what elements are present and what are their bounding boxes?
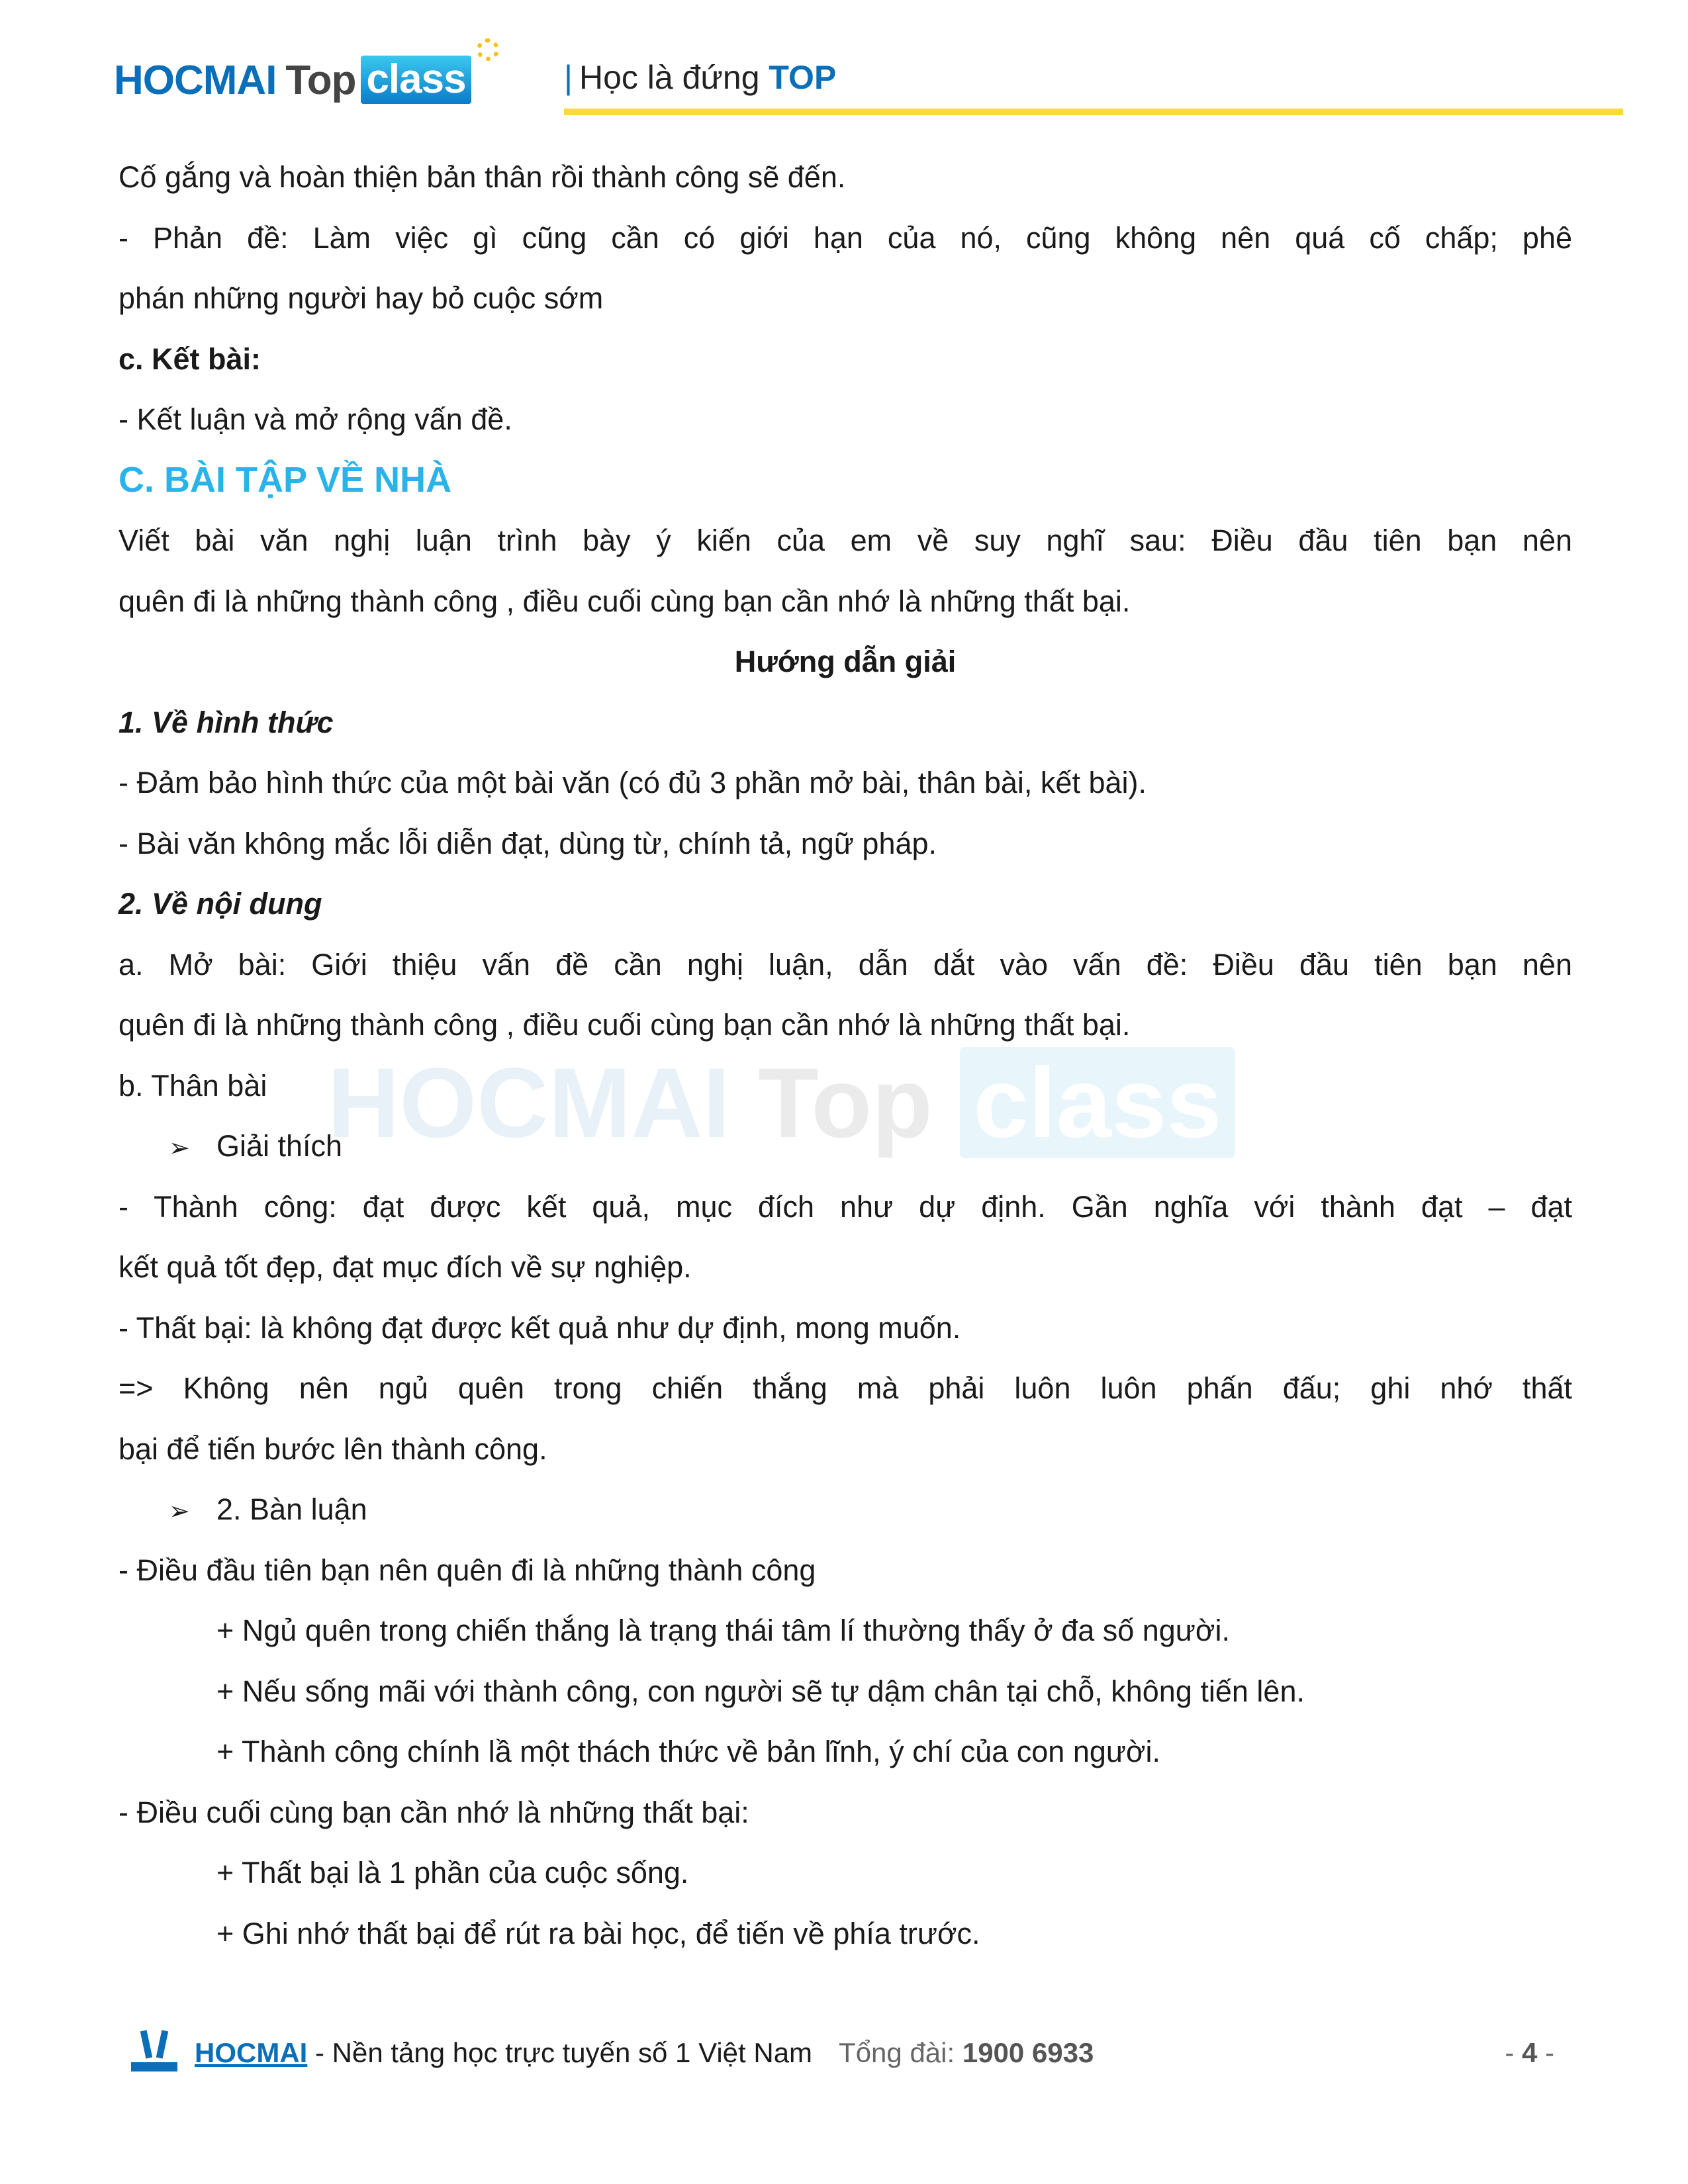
guide-heading: Hướng dẫn giải bbox=[734, 645, 957, 678]
logo-class: class bbox=[361, 56, 471, 104]
footer-text bbox=[195, 2037, 1094, 2069]
text-line: - Thất bại: là không đạt được kết quả như dự định, mong muốn. bbox=[118, 1310, 961, 1345]
bullet-text: Giải thích bbox=[216, 1129, 343, 1163]
text-line: - Bài văn không mắc lỗi diễn đạt, dùng từ, chính tả, ngữ pháp. bbox=[118, 826, 937, 860]
footer-tagline: - Nền tảng học trực tuyến số 1 Việt Nam bbox=[307, 2037, 813, 2068]
page-header bbox=[114, 41, 1511, 120]
text-line: - Thành công: đạt được kết quả, mục đích như dự định. Gần nghĩa với thành đạt – đạt bbox=[118, 1189, 1572, 1224]
arrow-bullet-icon: ➢ bbox=[169, 1498, 190, 1525]
slogan-top: TOP bbox=[769, 59, 837, 96]
logo-hocmai: HOCMAI bbox=[114, 58, 277, 103]
hotline: Tổng đài: 1900 6933 bbox=[839, 2037, 1094, 2068]
bullet-item bbox=[118, 1116, 1572, 1177]
page-number: - 4 - bbox=[1505, 2037, 1554, 2068]
slogan bbox=[564, 58, 836, 97]
hocmai-topclass-logo bbox=[114, 56, 471, 104]
text-line: - Đảm bảo hình thức của một bài văn (có đủ 3 phần mở bài, thân bài, kết bài). bbox=[118, 766, 1147, 799]
text-line: + Ngủ quên trong chiến thắng là trạng thái tâm lí thường thấy ở đa số người. bbox=[216, 1614, 1230, 1647]
subheading: 1. Về hình thức bbox=[118, 705, 334, 739]
text-line: bại để tiến bước lên thành công. bbox=[118, 1432, 547, 1466]
text-line: - Phản đề: Làm việc gì cũng cần có giới hạn của nó, cũng không nên quá cố chấp; phê bbox=[118, 220, 1572, 255]
document-body bbox=[118, 147, 1572, 1964]
text-line: kết quả tốt đẹp, đạt mục đích về sự nghiệp. bbox=[118, 1250, 692, 1284]
text-line: Viết bài văn nghị luận trình bày ý kiến của em về suy nghĩ sau: Điều đầu tiên bạn nên bbox=[118, 523, 1572, 557]
slogan-text: Học là đứng bbox=[579, 59, 760, 96]
hocmai-people-icon bbox=[131, 2025, 177, 2071]
hocmai-link[interactable]: HOCMAI bbox=[195, 2037, 308, 2068]
gear-icon bbox=[477, 38, 499, 61]
text-line: + Thành công chính lầ một thách thức về bản lĩnh, ý chí của con người. bbox=[216, 1735, 1161, 1768]
text-line: => Không nên ngủ quên trong chiến thắng mà phải luôn luôn phấn đấu; ghi nhớ thất bbox=[118, 1371, 1572, 1405]
bullet-item bbox=[118, 1479, 1572, 1540]
text-line: + Ghi nhớ thất bại để rút ra bài học, để tiến về phía trước. bbox=[216, 1916, 980, 1950]
header-underline bbox=[564, 109, 1623, 115]
text-line: Cố gắng và hoàn thiện bản thân rồi thành công sẽ đến. bbox=[118, 160, 846, 194]
text-line: + Nếu sống mãi với thành công, con người sẽ tự dậm chân tại chỗ, không tiến lên. bbox=[216, 1674, 1305, 1708]
watermark-logo: HOCMAI Top class bbox=[328, 1046, 1235, 1160]
bullet-text: 2. Bàn luận bbox=[216, 1492, 367, 1526]
text-line: - Điều đầu tiên bạn nên quên đi là những thành công bbox=[118, 1553, 816, 1587]
text-line: - Kết luận và mở rộng vấn đề. bbox=[118, 402, 512, 436]
page-footer bbox=[131, 2025, 1554, 2078]
text-line: quên đi là những thành công , điều cuối cùng bạn cần nhớ là những thất bại. bbox=[118, 584, 1131, 618]
text-line: a. Mở bài: Giới thiệu vấn đề cần nghị luận, dẫn dắt vào vấn đề: Điều đầu tiên bạn nên bbox=[118, 947, 1572, 981]
section-heading: c. Kết bài: bbox=[118, 341, 261, 376]
text-line: + Thất bại là 1 phần của cuộc sống. bbox=[216, 1856, 689, 1889]
text-line: quên đi là những thành công , điều cuối cùng bạn cần nhớ là những thất bại. bbox=[118, 1008, 1131, 1042]
text-line: b. Thân bài bbox=[118, 1068, 267, 1103]
text-line: - Điều cuối cùng bạn cần nhớ là những thất bại: bbox=[118, 1795, 749, 1829]
text-line: phán những người hay bỏ cuộc sớm bbox=[118, 281, 604, 315]
arrow-bullet-icon: ➢ bbox=[169, 1134, 190, 1162]
divider: | bbox=[564, 59, 573, 96]
logo-top: Top bbox=[285, 58, 356, 103]
section-title: C. BÀI TẬP VỀ NHÀ bbox=[118, 459, 452, 500]
subheading: 2. Về nội dung bbox=[118, 887, 322, 921]
